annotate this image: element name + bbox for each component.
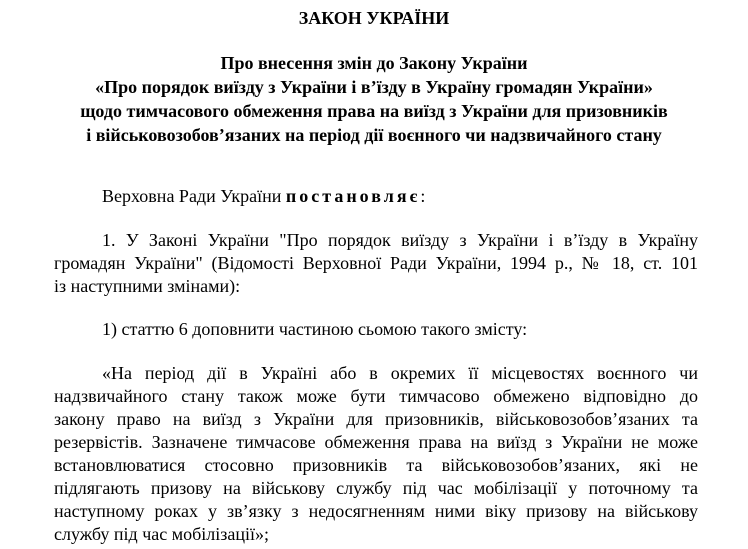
quote-line: закону право на виїзд з України для призовників, військовозобов’язаних та <box>54 409 698 429</box>
subtitle-line: «Про порядок виїзду з України і в’їзду в Україну громадян України» <box>95 77 653 97</box>
quote-line: резервістів. Зазначене тимчасове обмеження права на виїзд з України не може <box>54 432 698 452</box>
law-subtitle <box>40 51 708 147</box>
quote-line: підлягають призову на військову службу під час мобілізації у поточному та <box>54 478 698 498</box>
subtitle-line: щодо тимчасового обмеження права на виїзд з України для призовників <box>80 101 668 121</box>
preamble <box>54 185 698 208</box>
quote-line: встановлюватися стосовно призовників та військовозобов’язаних, які не <box>54 455 698 475</box>
subitem-1 <box>54 318 698 341</box>
quote-block <box>54 362 698 546</box>
quote-line: надзвичайного стану також може бути тимчасово обмежено відповідно до <box>54 386 698 406</box>
preamble-end: : <box>420 186 426 206</box>
item-1-line: із наступними змінами): <box>54 276 241 296</box>
preamble-emphasis: постановляє <box>285 186 421 206</box>
quote-line: службу під час мобілізації»; <box>54 524 269 544</box>
subtitle-line: і військовозобов’язаних на період дії воєнного чи надзвичайного стану <box>86 125 662 145</box>
subtitle-line: Про внесення змін до Закону України <box>220 53 528 73</box>
quote-line: наступному роках у зв’язку з недосягненням ними віку призову на військову <box>54 501 698 521</box>
item-1-line: громадян України" (Відомості Верховної Ради України, 1994 р., № 18, ст. 101 <box>54 253 698 273</box>
quote-line: «На період дії в Україні або в окремих її місцевостях воєнного чи <box>102 363 698 383</box>
item-1 <box>54 229 698 298</box>
subitem-1-text: 1) статтю 6 доповнити частиною сьомою такого змісту: <box>102 319 528 339</box>
law-title: ЗАКОН УКРАЇНИ <box>298 8 450 28</box>
preamble-text: Верховна Ради України <box>102 186 286 206</box>
item-1-line: 1. У Законі України "Про порядок виїзду з України і в’їзду в Україну <box>102 230 698 250</box>
